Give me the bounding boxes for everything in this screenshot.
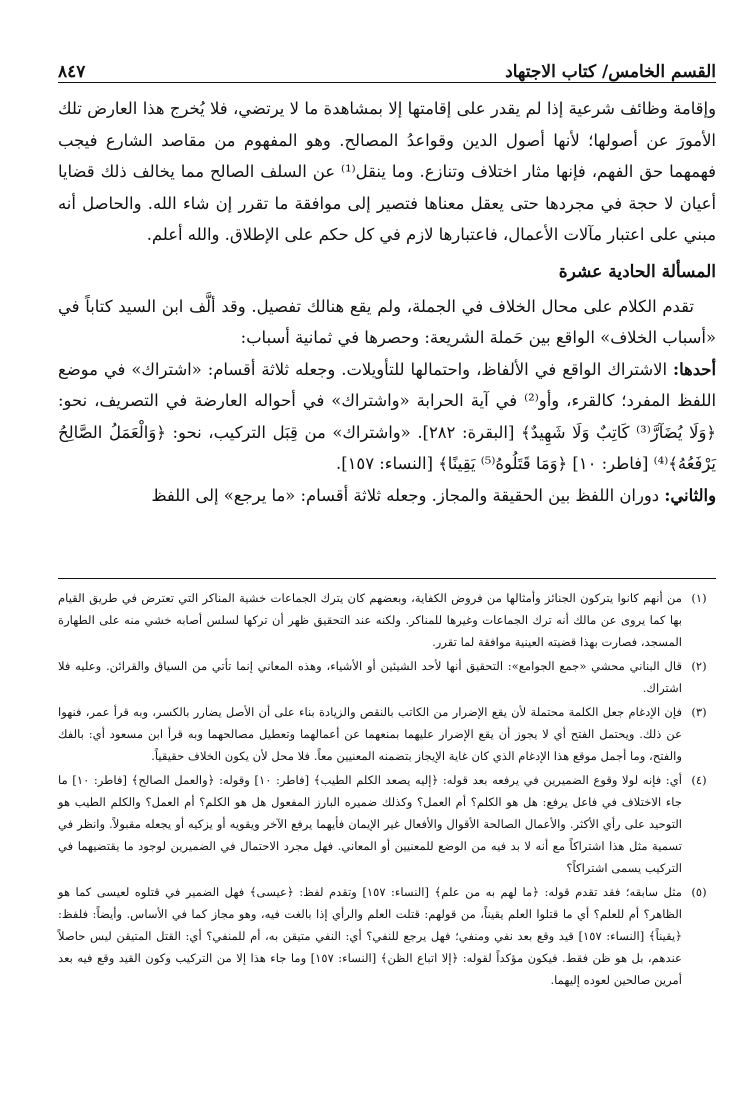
footnote-text: قال البناني محشي «جمع الجوامع»: التحقيق أنها لأحد الشيئين أو الأشياء، وهذه المعاني إنما تأتي من السياق والقرائن. وعليه فلا اشتراك. (58, 659, 682, 695)
paragraph-3-lead: أحدها: (673, 359, 716, 379)
footnotes (58, 578, 716, 993)
footnote-5 (58, 881, 716, 991)
paragraph-3 (58, 354, 716, 480)
footnote-text: فإن الإدغام جعل الكلمة محتملة لأن يقع الإضرار من الكاتب بالنقص والزيادة بناء على أن الأصل يضارر بالكسر، وبه قرأ عمر، فنهوا عن ذلك. ويحتمل الفتح أي لا يجوز أن يقع الإضرار عليهما بمنعهما عن أعمالهما وتعطيل مصالحهما وبه قرأ ابن مسعود أي: بالفك والفتح، وما أجمل موقع هذا الإدغام الذي كان غاية الإيجاز بتضمنه المعنيين معاً. فلا محل لأن يكون الخلاف حقيقياً. (58, 705, 682, 763)
footnote-text: مثل سابقه؛ فقد تقدم قوله: ﴿ما لهم به من علم﴾ [النساء: ١٥٧] وتقدم لفظ: ﴿عيسى﴾ فهل الضمير في قتلوه لعيسى كما هو الظاهر؟ أم للعلم؟ أي ما قتلوا العلم يقيناً، من قولهم: قتلت العلم والرأي إذا بالغت فيه، وهو مجاز كما في الأساس. وأيضاً: فلفظ: ﴿يقيناً﴾ [النساء: ١٥٧] قيد وقع بعد نفي ومنفي؛ فهل يرجع للنفي؟ أي: النفي متيقن به، أم للمنفي؟ أي: القتل المتيقن ليس حاصلاً عندهم، بل هو ظن فقط. فيكون مؤكداً لقوله: ﴿إلا اتباع الظن﴾ [النساء: ١٥٧] وما جاء هذا إلا من التركيب وكون القيد وقع فيه بعد أمرين صالحين لعوده إليهما. (58, 885, 683, 987)
footnote-4 (58, 769, 716, 879)
footnote-text: من أنهم كانوا يتركون الجنائز وأمثالها من فروض الكفاية، وبعضهم كان يترك الجماعات خشية المناكر التي تعترض في طريق القيام بها كما يروى عن مالك أنه ترك الجماعات وغيرها للمناكر. ولكنه عند التحقيق ظهر أن تركها لسلس أصابه خشي منه على الطهارة المسجد، فصارت بهذا قضيته العينية موافقة لما تقرر. (58, 591, 682, 649)
book-page (58, 56, 716, 1084)
header-title: القسم الخامس/ كتاب الاجتهاد (505, 62, 716, 82)
main-text (58, 93, 716, 511)
paragraph-4-text: دوران اللفظ بين الحقيقة والمجاز. وجعله ثلاثة أقسام: «ما يرجع» إلى اللفظ (151, 485, 665, 505)
footnote-number: (٤) (691, 773, 707, 787)
paragraph-2: تقدم الكلام على محال الخلاف في الجملة، ولم يقع هنالك تفصيل. وقد ألَّف ابن السيد كتاباً في «أسباب الخلاف» الواقع بين حَملة الشريعة: وحصرها في ثمانية أسباب: (58, 296, 716, 347)
footnote-number: (٥) (691, 885, 707, 899)
footnote-text: أي: فإنه لولا وقوع الضميرين في يرفعه بعد قوله: ﴿إليه يصعد الكلم الطيب﴾ [فاطر: ١٠] وقوله: ﴿والعمل الصالح﴾ [فاطر: ١٠] ما جاء الاختلاف في فاعل يرفع: هل هو الكلم؟ أم العمل؟ وكذلك ضميره البارز المفعول هل هو الكلم؟ أم العمل؟ والكلم الطيب هو التوحيد على رأي الأكثر. والأعمال الصالحة الأقوال والأفعال غير الإيمان فأيهما يرفع الآخر ويقويه أو يزكيه أو يجعله مقبولاً. وانظر في تسمية مثل هذا اشتراكاً مع أنه لا بد فيه من الوضع للمعنيين أو المعاني. فهل مجرد الاحتمال في الضميرين لوجود ما يقتضيهما في التركيب يسمى اشتراكاً؟ (58, 773, 683, 875)
section-title: المسألة الحادية عشرة (558, 261, 716, 282)
paragraph-4-lead: والثاني: (664, 485, 716, 505)
footnote-number: (٣) (691, 705, 707, 719)
footnote-1 (58, 587, 716, 653)
paragraph-4 (58, 480, 716, 512)
running-header (58, 56, 716, 83)
paragraph-1: وإقامة وظائف شرعية إذا لم يقدر على إقامتها إلا بمشاهدة ما لا يرتضي، فلا يُخرج هذا العارض تلك الأمورَ عن أصولها؛ لأنها أصول الدين وقواعدُ المصالح. وهو المفهوم من مقاصد الشارع فيجب فهمهما حق الفهم، فإنها مثار اختلاف وتنازع. وما ينقل⁽¹⁾ عن السلف الصالح مما يخالف ذلك قضايا أعيان لا حجة في مجردها حتى يعقل معناها فتصير إلى موافقة ما تقرر إن شاء الله. والحاصل أنه مبني على اعتبار مآلات الأعمال، فاعتبارها لازم في كل حكم على الإطلاق. والله أعلم. (58, 99, 716, 244)
footnote-3 (58, 701, 716, 767)
footnote-2 (58, 655, 716, 699)
footnote-number: (١) (691, 591, 707, 605)
footnote-number: (٢) (691, 659, 707, 673)
page-number: ٨٤٧ (58, 62, 86, 82)
paragraph-3-text: الاشتراك الواقع في الألفاظ، واحتمالها للتأويلات. وجعله ثلاثة أقسام: «اشتراك» في موضع اللفظ المفرد؛ كالقرء، وأو⁽²⁾ في آية الحرابة «واشتراك» في أحواله العارضة في التصريف، نحو: ﴿وَلَا يُضَآرَّ⁽³⁾ كَاتِبٌ وَلَا شَهِيدٌ﴾ [البقرة: ٢٨٢]. «واشتراك» من قِبَل التركيب، نحو: ﴿وَالْعَمَلُ الصَّالِحُ يَرْفَعُهُ﴾⁽⁴⁾ [فاطر: ١٠] ﴿وَمَا قَتَلُوهُ⁽⁵⁾ يَقِينًا﴾ [النساء: ١٥٧]. (58, 359, 717, 473)
